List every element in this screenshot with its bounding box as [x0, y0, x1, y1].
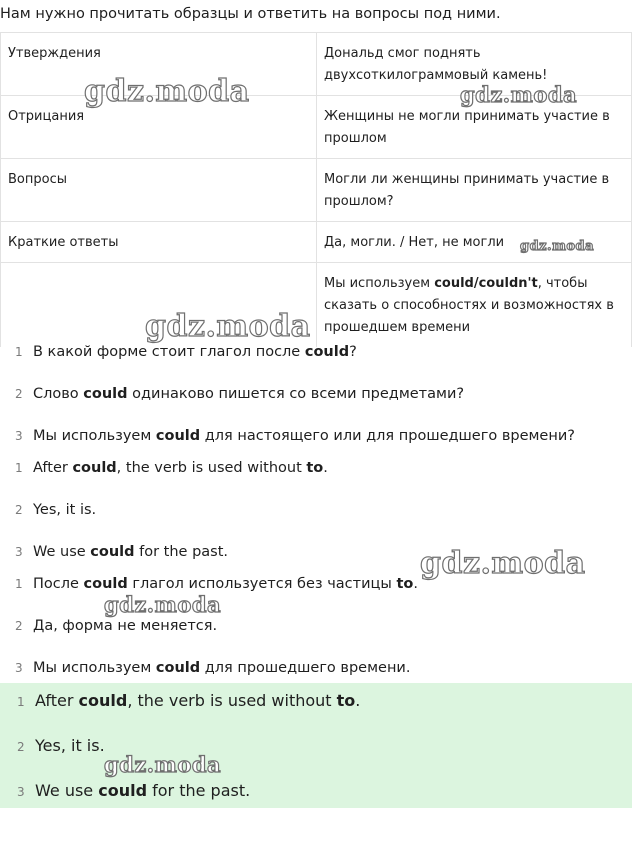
- list-item: [0, 456, 328, 480]
- item-number: 3: [15, 661, 23, 675]
- item-text: for the past.: [147, 781, 251, 800]
- row-label: Отрицания: [1, 96, 317, 159]
- rule-keyword: could/couldn't: [434, 276, 538, 291]
- item-keyword: could: [98, 781, 148, 800]
- item-keyword: to: [336, 691, 356, 710]
- item-text: .: [323, 460, 328, 476]
- item-text: Yes, it is.: [33, 502, 97, 518]
- item-text: , the verb is used without: [116, 460, 307, 476]
- item-keyword: to: [396, 576, 414, 592]
- item-number: 1: [15, 345, 23, 359]
- list-item: [0, 340, 357, 364]
- item-number: 2: [15, 503, 23, 517]
- table-row: [1, 263, 632, 348]
- item-number: 2: [15, 619, 23, 633]
- list-item: [0, 424, 575, 448]
- item-text: В какой форме стоит глагол после: [33, 344, 305, 360]
- item-text: We use: [33, 544, 91, 560]
- item-keyword: could: [90, 544, 135, 560]
- item-text: After: [33, 460, 73, 476]
- row-label: Вопросы: [1, 159, 317, 222]
- item-keyword: could: [78, 691, 128, 710]
- item-text: for the past.: [134, 544, 229, 560]
- row-label: Краткие ответы: [1, 222, 317, 263]
- watermark-logo: gdz.moda: [145, 309, 311, 344]
- row-example: Да, могли. / Нет, не могли: [317, 222, 632, 263]
- item-text: Да, форма не меняется.: [33, 618, 218, 634]
- row-label-empty: [1, 263, 317, 348]
- item-text: После: [33, 576, 84, 592]
- item-text: одинаково пишется со всеми предметами?: [127, 386, 465, 402]
- item-number: 2: [15, 387, 23, 401]
- watermark-logo: gdz.moda: [460, 82, 578, 107]
- item-text: We use: [35, 781, 99, 800]
- item-text: .: [355, 691, 361, 710]
- item-keyword: could: [304, 344, 350, 360]
- rule-text: Мы используем: [324, 276, 435, 291]
- item-text: Yes, it is.: [35, 736, 105, 755]
- row-label: Утверждения: [1, 33, 317, 96]
- watermark-logo: gdz.moda: [520, 239, 595, 254]
- item-keyword: could: [83, 386, 128, 402]
- row-example: Дональд смог поднять двухсоткилограммовый камень!: [317, 33, 632, 96]
- list-item: [0, 734, 105, 758]
- list-item: [0, 540, 228, 564]
- item-text: Слово: [33, 386, 84, 402]
- rule-text: , чтобы сказать о способностях и возможностях в прошедшем времени: [324, 276, 614, 335]
- item-text: ?: [349, 344, 357, 360]
- item-number: 1: [15, 577, 23, 591]
- table-row: [1, 96, 632, 159]
- list-item: [0, 382, 464, 406]
- table-row: [1, 159, 632, 222]
- item-keyword: to: [306, 460, 324, 476]
- item-keyword: could: [72, 460, 117, 476]
- item-text: After: [35, 691, 79, 710]
- item-text: для прошедшего времени.: [200, 660, 411, 676]
- item-text: Мы используем: [33, 428, 156, 444]
- list-item: [0, 689, 360, 713]
- table-row: [1, 222, 632, 263]
- item-number: 3: [17, 785, 25, 799]
- row-example: Могли ли женщины принимать участие в прошлом?: [317, 159, 632, 222]
- watermark-logo: gdz.moda: [84, 74, 250, 109]
- list-item: [0, 779, 250, 803]
- item-number: 1: [17, 695, 25, 709]
- list-item: [0, 614, 217, 638]
- item-keyword: could: [155, 660, 201, 676]
- grammar-table: [0, 32, 632, 347]
- item-text: глагол используется без частицы: [127, 576, 397, 592]
- item-keyword: could: [83, 576, 128, 592]
- page-intro: Нам нужно прочитать образцы и ответить на вопросы под ними.: [0, 6, 501, 22]
- item-number: 3: [15, 429, 23, 443]
- item-keyword: could: [155, 428, 201, 444]
- item-number: 2: [17, 740, 25, 754]
- row-example: Женщины не могли принимать участие в прошлом: [317, 96, 632, 159]
- watermark-logo: gdz.moda: [420, 546, 586, 581]
- list-item: [0, 572, 418, 596]
- list-item: [0, 656, 410, 680]
- watermark-logo: gdz.moda: [104, 592, 222, 617]
- table-row: [1, 33, 632, 96]
- item-number: 1: [15, 461, 23, 475]
- item-text: .: [413, 576, 418, 592]
- list-item: [0, 498, 96, 522]
- item-text: для настоящего или для прошедшего времени?: [200, 428, 575, 444]
- item-text: , the verb is used without: [127, 691, 337, 710]
- rule-note: [317, 263, 632, 348]
- item-number: 3: [15, 545, 23, 559]
- item-text: Мы используем: [33, 660, 156, 676]
- watermark-logo: gdz.moda: [104, 752, 222, 777]
